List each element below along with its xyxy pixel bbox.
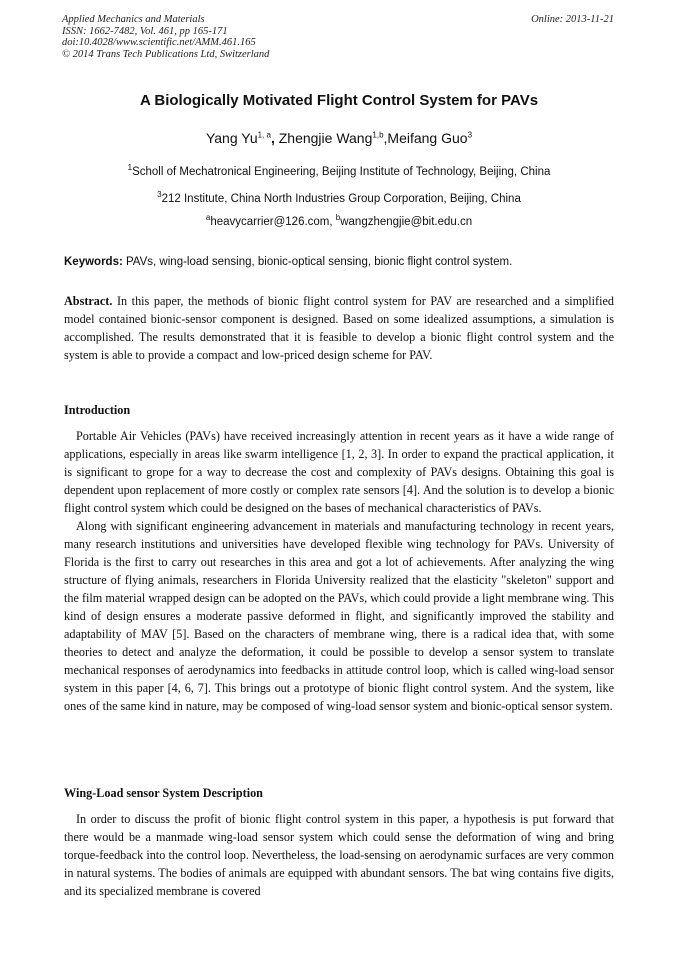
section-heading-introduction: Introduction [64,403,131,417]
affiliation-superscript: 1 [127,163,133,173]
email-superscript: b [335,213,341,223]
author-separator: , [270,130,275,146]
author-name: Zhengjie Wang [274,130,373,146]
paragraph: Along with significant engineering advancement in materials and manufacturing technology in recent years, many research institutions and universities have developed flexible wing technology for PAVs. University of Florida is the first to carry out researches in this area and got a lot of achievements. After analyzing the wing structure of flying animals, researchers in Florida University realized that the elasticity "skeleton" support and the film material wrapped design can be adopted on the PAVs, which could provide a light membrane wing. This kind of design ensures a moderate passive deformed in flight, and significantly improved the stability and adaptability of MAV [5]. Based on the characters of membrane wing, there is a radical idea that, with some theories to detect and analyze the deformation, it could be possible to develop a sensor system to translate mechanical responses of aerodynamics into feedbacks in attitude control loop, which is called wing-load sensor system in this paper [4, 6, 7]. This brings out a prototype of bionic flight control system. And the system, like ones of the same kind in nature, may be composed of wing-load sensor system and bionic-optical sensor system. [64,519,614,713]
email-address: heavycarrier@126.com, [210,216,336,228]
abstract-label: Abstract. [64,294,113,308]
email-line [0,213,678,228]
author-superscript: 3 [467,130,473,140]
email-superscript: a [205,213,211,223]
abstract [64,292,614,364]
keywords [64,256,619,268]
affiliation-1 [0,163,678,178]
author-line [0,130,678,146]
paragraph: In order to discuss the profit of bionic flight control system in this paper, a hypothesis is put forward that there would be a manmade wing-load sensor system which could sense the deformation of wing and bring torque-feedback into the control loop. Nevertheless, the load-sensing on aerodynamic surfaces are very common in natural systems. The bodies of animals are equipped with abundant sensors. The bat wing contains five digits, and its specialized membrane is covered [64,812,614,898]
paragraph: Portable Air Vehicles (PAVs) have received increasingly attention in recent years as it have a wide range of applications, especially in areas like swarm intelligence [1, 2, 3]. In order to expand the practical application, it is significant to grope for a way to decrease the cost and complexity of PAVs designs. Obtaining this goal is dependent upon replacement of more costly or complex rate sensors [4]. And the solution is to develop a bionic flight control system which could be designed on the bases of mechanical characteristics of PAVs. [64,429,614,515]
author-superscript: 1,b [372,130,384,140]
affiliation-text: Scholl of Mechatronical Engineering, Beijing Institute of Technology, Beijing, China [132,166,551,178]
keywords-text: PAVs, wing-load sensing, bionic-optical sensing, bionic flight control system. [122,256,513,268]
author-superscript: 1, a [257,130,271,140]
keywords-label: Keywords: [64,256,123,268]
section-heading-wing-load: Wing-Load sensor System Description [64,786,263,800]
online-date: Online: 2013-11-21 [531,14,614,25]
affiliation-2 [0,190,678,205]
paper-title: A Biologically Motivated Flight Control System for PAVs [139,92,539,109]
abstract-text: In this paper, the methods of bionic flight control system for PAV are researched and a simplified model contained bionic-sensor component is designed. Based on some idealized assumptions, a simulation is accomplished. The results demonstrated that it is feasible to develop a bionic flight control system and the system is able to provide a compact and low-priced design scheme for PAV. [64,294,614,362]
journal-name: Applied Mechanics and Materials [62,14,205,25]
journal-info [62,14,269,60]
email-address: wangzhengjie@bit.edu.cn [340,216,473,228]
copyright-line: © 2014 Trans Tech Publications Ltd, Switzerland [62,48,270,60]
author-name: ,Meifang Guo [383,130,468,146]
author-name: Yang Yu [205,130,258,146]
affiliation-superscript: 3 [157,190,162,200]
issn-line: ISSN: 1662-7482, Vol. 461, pp 165-171 [62,25,228,37]
doi-line: doi:10.4028/www.scientific.net/AMM.461.165 [62,37,256,48]
affiliation-text: 212 Institute, China North Industries Group Corporation, Beijing, China [161,193,521,205]
